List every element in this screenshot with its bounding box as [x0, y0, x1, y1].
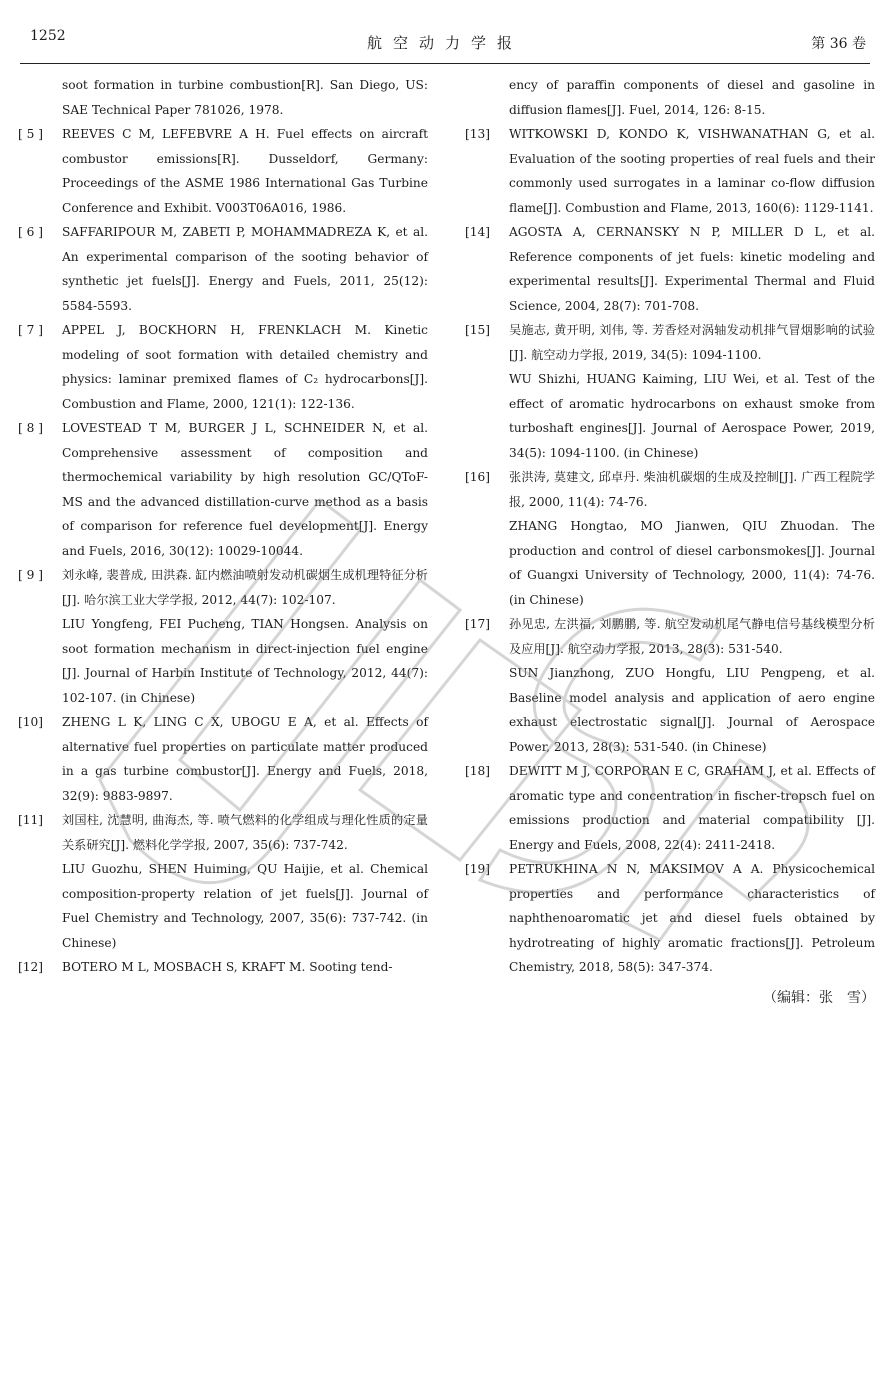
- reference-text: SAFFARIPOUR M, ZABETI P, MOHAMMADREZA K, et al. An experimental comparison of the sooting behavior of synthetic jet fuels[J]. Energy and Fuels, 2011, 25(12): 5584-5593.: [62, 225, 428, 313]
- reference-text: ZHANG Hongtao, MO Jianwen, QIU Zhuodan. The production and control of diesel carbonsmokes[J]. Journal of Guangxi University of Technology, 2000, 11(4): 74-76. (in Chinese): [509, 519, 875, 607]
- reference-body: [509, 759, 875, 857]
- reference-body: [509, 612, 875, 759]
- reference-text: soot formation in turbine combustion[R]. San Diego, US: SAE Technical Paper 781026, 1978.: [62, 78, 428, 117]
- reference-number: [19]: [465, 862, 491, 876]
- reference-text: REEVES C M, LEFEBVRE A H. Fuel effects on aircraft combustor emissions[R]. Dusseldorf, Germany: Proceedings of the ASME 1986 International Gas Turbine Conference and Exhibit. V003T06A016, 1986.: [62, 127, 428, 215]
- reference-body: [509, 122, 875, 220]
- reference-text: APPEL J, BOCKHORN H, FRENKLACH M. Kinetic modeling of soot formation with detailed chemistry and physics: laminar premixed flames of C₂ hydrocarbons[J]. Combustion and Flame, 2000, 121(1): 122-136.: [62, 323, 428, 411]
- reference-text: WU Shizhi, HUANG Kaiming, LIU Wei, et al. Test of the effect of aromatic hydrocarbons on exhaust smoke from turboshaft engines[J]. Journal of Aerospace Power, 2019, 34(5): 1094-1100. (in Chinese): [509, 372, 875, 460]
- reference-body: [62, 220, 428, 318]
- reference-number: [18]: [465, 764, 491, 778]
- reference-text: ZHENG L K, LING C X, UBOGU E A, et al. Effects of alternative fuel properties on particulate matter produced in a gas turbine combustor[J]. Energy and Fuels, 2018, 32(9): 9883-9897.: [62, 715, 428, 803]
- reference-body: [509, 220, 875, 318]
- reference-continuation: [465, 73, 875, 122]
- reference-item: [465, 857, 875, 980]
- journal-title: 航空动力学报: [366, 34, 523, 52]
- reference-item: [18, 318, 428, 416]
- reference-number: [ 5 ]: [18, 127, 44, 141]
- reference-text: BOTERO M L, MOSBACH S, KRAFT M. Sooting tend-: [62, 960, 393, 974]
- page-number: 1252: [30, 28, 66, 44]
- reference-item: [18, 710, 428, 808]
- reference-text: 张洪涛, 莫建文, 邱卓丹. 柴油机碳烟的生成及控制[J]. 广西工程院学报, 2000, 11(4): 74-76.: [509, 470, 875, 509]
- reference-number: [11]: [18, 813, 44, 827]
- volume-label: 第 36 卷: [811, 36, 866, 52]
- reference-text: PETRUKHINA N N, MAKSIMOV A A. Physicochemical properties and performance characteristics of naphthenoaromatic jet and diesel fuels obtained by hydrotreating of highly aromatic fractions[J]. Petroleum Chemistry, 2018, 58(5): 347-374.: [509, 862, 875, 974]
- reference-text: 吴施志, 黄开明, 刘伟, 等. 芳香烃对涡轴发动机排气冒烟影响的试验[J]. 航空动力学报, 2019, 34(5): 1094-1100.: [509, 323, 875, 362]
- reference-body: [509, 318, 875, 465]
- reference-item: [465, 612, 875, 759]
- reference-number: [16]: [465, 470, 491, 484]
- reference-item: [465, 759, 875, 857]
- right-column: [465, 73, 875, 1010]
- reference-body: [62, 808, 428, 955]
- reference-text: 刘国柱, 沈慧明, 曲海杰, 等. 喷气燃料的化学组成与理化性质的定量关系研究[J]. 燃料化学学报, 2007, 35(6): 737-742.: [62, 813, 428, 852]
- reference-text: DEWITT M J, CORPORAN E C, GRAHAM J, et al. Effects of aromatic type and concentration in fischer-tropsch fuel on emissions production and material compatibility [J]. Energy and Fuels, 2008, 22(4): 2411-2418.: [509, 764, 875, 852]
- reference-body: [62, 416, 428, 563]
- reference-number: [10]: [18, 715, 44, 729]
- reference-text: 孙见忠, 左洪福, 刘鹏鹏, 等. 航空发动机尾气静电信号基线模型分析及应用[J]. 航空动力学报, 2013, 28(3): 531-540.: [509, 617, 875, 656]
- reference-number: [ 7 ]: [18, 323, 44, 337]
- reference-text: WITKOWSKI D, KONDO K, VISHWANATHAN G, et al. Evaluation of the sooting properties of real fuels and their commonly used surrogates in a laminar co-flow diffusion flame[J]. Combustion and Flame, 2013, 160(6): 1129-1141.: [509, 127, 875, 215]
- reference-item: [18, 563, 428, 710]
- reference-text: LIU Yongfeng, FEI Pucheng, TIAN Hongsen. Analysis on soot formation mechanism in direct-injection fuel engine [J]. Journal of Harbin Institute of Technology, 2012, 44(7): 102-107. (in Chinese): [62, 617, 428, 705]
- reference-text: SUN Jianzhong, ZUO Hongfu, LIU Pengpeng, et al. Baseline model analysis and application of aero engine exhaust electrostatic signal[J]. Journal of Aerospace Power, 2013, 28(3): 531-540. (in Chinese): [509, 666, 875, 754]
- reference-item: [18, 220, 428, 318]
- reference-body: [62, 122, 428, 220]
- reference-text: ency of paraffin components of diesel and gasoline in diffusion flames[J]. Fuel, 2014, 126: 8-15.: [509, 78, 875, 117]
- reference-body: [509, 857, 875, 980]
- reference-body: [62, 563, 428, 710]
- editor-credit: （编辑：张 雪）: [763, 989, 875, 1006]
- page-header: [20, 28, 870, 58]
- reference-continuation: [18, 73, 428, 122]
- reference-body: [62, 318, 428, 416]
- reference-text: LIU Guozhu, SHEN Huiming, QU Haijie, et al. Chemical composition-property relation of jet fuels[J]. Journal of Fuel Chemistry and Technology, 2007, 35(6): 737-742. (in Chinese): [62, 862, 428, 950]
- reference-item: [465, 220, 875, 318]
- reference-body: [62, 955, 428, 980]
- reference-number: [ 6 ]: [18, 225, 44, 239]
- reference-list: [18, 122, 428, 980]
- reference-text: AGOSTA A, CERNANSKY N P, MILLER D L, et al. Reference components of jet fuels: kinetic modeling and experimental results[J]. Experimental Thermal and Fluid Science, 2004, 28(7): 701-708.: [509, 225, 875, 313]
- reference-item: [465, 318, 875, 465]
- reference-text: LOVESTEAD T M, BURGER J L, SCHNEIDER N, et al. Comprehensive assessment of composition and thermochemical variability by high resolution GC/QToF-MS and the advanced distillation-curve method as a basis of comparison for reference fuel development[J]. Energy and Fuels, 2016, 30(12): 10029-10044.: [62, 421, 428, 558]
- reference-body: [509, 465, 875, 612]
- reference-text: 刘永峰, 裴普成, 田洪森. 缸内燃油喷射发动机碳烟生成机理特征分析[J]. 哈尔滨工业大学学报, 2012, 44(7): 102-107.: [62, 568, 428, 607]
- reference-item: [465, 465, 875, 612]
- left-column: [18, 73, 428, 980]
- reference-number: [15]: [465, 323, 491, 337]
- reference-item: [18, 122, 428, 220]
- reference-number: [13]: [465, 127, 491, 141]
- reference-item: [18, 808, 428, 955]
- reference-number: [14]: [465, 225, 491, 239]
- reference-number: [12]: [18, 960, 44, 974]
- reference-item: [18, 416, 428, 563]
- reference-number: [ 8 ]: [18, 421, 44, 435]
- reference-item: [18, 955, 428, 980]
- reference-body: [62, 710, 428, 808]
- reference-list: [465, 122, 875, 980]
- reference-item: [465, 122, 875, 220]
- reference-number: [ 9 ]: [18, 568, 44, 582]
- header-rule: [20, 63, 870, 64]
- reference-number: [17]: [465, 617, 491, 631]
